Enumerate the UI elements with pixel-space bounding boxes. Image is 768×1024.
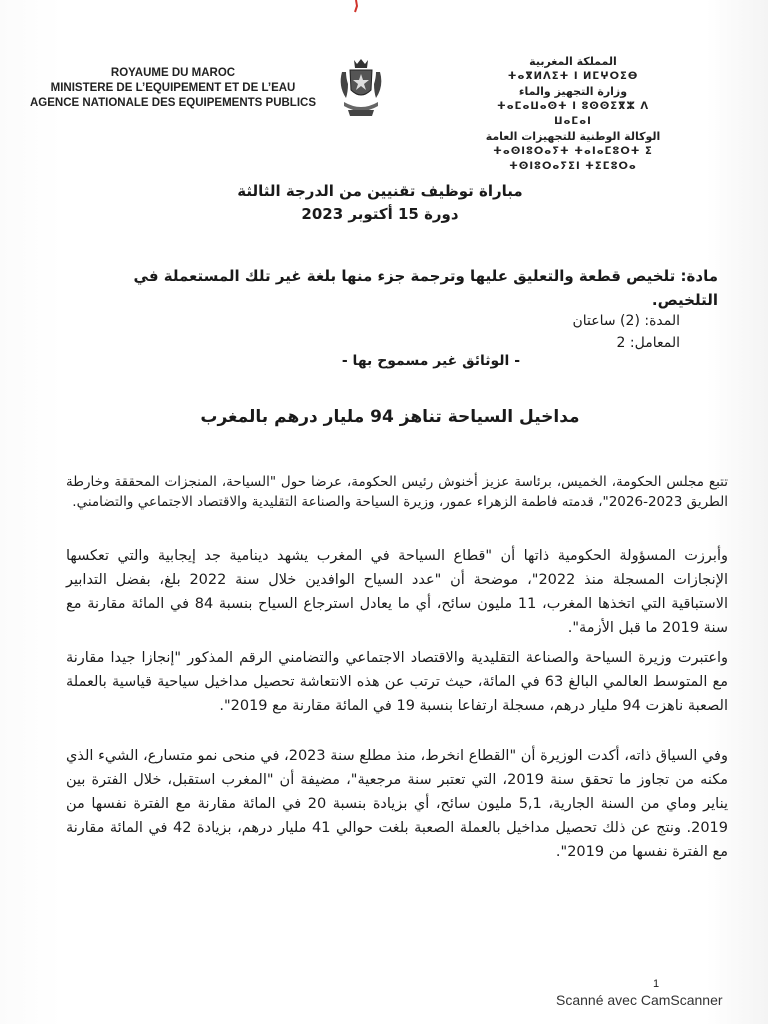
scanner-watermark: Scanné avec CamScanner [556,992,723,1008]
exam-duration: المدة: (2) ساعتان [572,313,680,329]
exam-title-line1: مباراة توظيف تقنيين من الدرجة الثالثة [237,182,523,200]
header-arabic-line3: وزارة التجهيز والماء [518,85,628,98]
header-french-line1: ROYAUME DU MAROC [110,67,236,79]
exam-title [200,180,560,226]
exam-subject [60,264,718,312]
exam-subject-line1: مادة: تلخيص قطعة والتعليق عليها وترجمة جزء منها بلغة غير تلك المستعملة في [133,267,718,285]
exam-title-line2: دورة 15 أكتوبر 2023 [301,205,459,223]
documents-note: - الوثائق غير مسموح بها - [341,353,520,369]
article-paragraph-3: واعتبرت وزيرة السياحة والصناعة التقليدية والاقتصاد الاجتماعي والتضامني الرقم المذكور "إنجازا جيدا مقارنة مع المتوسط العالمي البالغ 63 في المائة، حيث ترتب عن هذه الانتعاشة تحصيل مداخيل سياحية قياسية بالعملة الصعبة ناهزت 94 مليار درهم، مسجلة ارتفاعا بنسبة 19 في المائة مقارنة مع 2019". [66,650,728,714]
article-paragraph-2: وأبرزت المسؤولة الحكومية ذاتها أن "قطاع السياحة في المغرب يشهد دينامية جد إيجابية والتي تعكسها الإنجازات المسجلة منذ 2022"، موضحة أن "عدد السياح الوافدين خلال سنة 2022 بلغ، بفضل التدابير الاستباقية التي اتخذها المغرب، 11 مليون سائح، أي ما يعادل استرجاع السياح بنسبة 84 في المائة مقارنة مع سنة 2019 ما قبل الأزمة". [66,548,729,636]
header-arabic [478,54,668,174]
header-arabic-line1: المملكة المغربية [529,55,617,68]
article-paragraph-4: وفي السياق ذاته، أكدت الوزيرة أن "القطاع انخرط، منذ مطلع سنة 2023، في منحى نمو متسارع، الشيء الذي مكنه من تجاوز ما تحقق سنة 2019، التي تعتبر سنة مرجعية"، مضيفة أن "المغرب استقبل، خلال الفترة بين يناير وماي من السنة الجارية، 5,1 مليون سائح، أي بزيادة بنسبة 20 في المائة مقارنة مع الفترة نفسها من 2019. ونتج عن ذلك تحصيل مداخيل بالعملة الصعبة بلغت حوالي 41 مليار درهم، بزيادة 42 في المائة مقارنة مع الفترة نفسها من 2019". [66,748,729,860]
article-paragraph-1: تتبع مجلس الحكومة، الخميس، برئاسة عزيز أخنوش رئيس الحكومة، عرضا حول "السياحة، المنجزات المحققة وخارطة الطريق 2023-2026"، قدمته فاطمة الزهراء عمور، وزيرة السياحة والصناعة التقليدية والاقتصاد الاجتماعي والتضامني. [66,474,728,510]
page-number: 1 [652,978,660,990]
royal-crest-icon [336,56,386,120]
header-arabic-line5: الوكالة الوطنية للتجهيزات العامة [485,130,661,143]
article-title: مداخيل السياحة تناهز 94 مليار درهم بالمغرب [200,407,580,427]
header-tifinagh-line2: ⵜⴰⴳⵍⴷⵉⵜ ⵏ ⵍⵎⵖⵔⵉⴱ [507,71,639,82]
header-french-line3: AGENCE NATIONALE DES EQUIPEMENTS PUBLICS [29,97,317,109]
header-tifinagh-line6: ⵜⴰⵙⵏⵓⵔⴰⵢⵜ ⵜⴰⵏⴰⵎⵓⵔⵜ ⵉ ⵜⵙⵏⵓⵔⴰⵢⵉⵏ ⵜⵉⵎⵓⵔⴰ [493,146,653,172]
exam-subject-line2: التلخيص. [651,291,718,309]
header-french [28,66,318,111]
header-tifinagh-line4: ⵜⴰⵎⴰⵡⴰⵙⵜ ⵏ ⵓⵙⵙⵉⴳⵣ ⴷ ⵡⴰⵎⴰⵏ [496,101,650,127]
exam-coefficient: المعامل: 2 [616,335,680,351]
red-pen-mark [352,0,360,14]
header-french-line2: MINISTERE DE L’EQUIPEMENT ET DE L’EAU [50,82,296,94]
